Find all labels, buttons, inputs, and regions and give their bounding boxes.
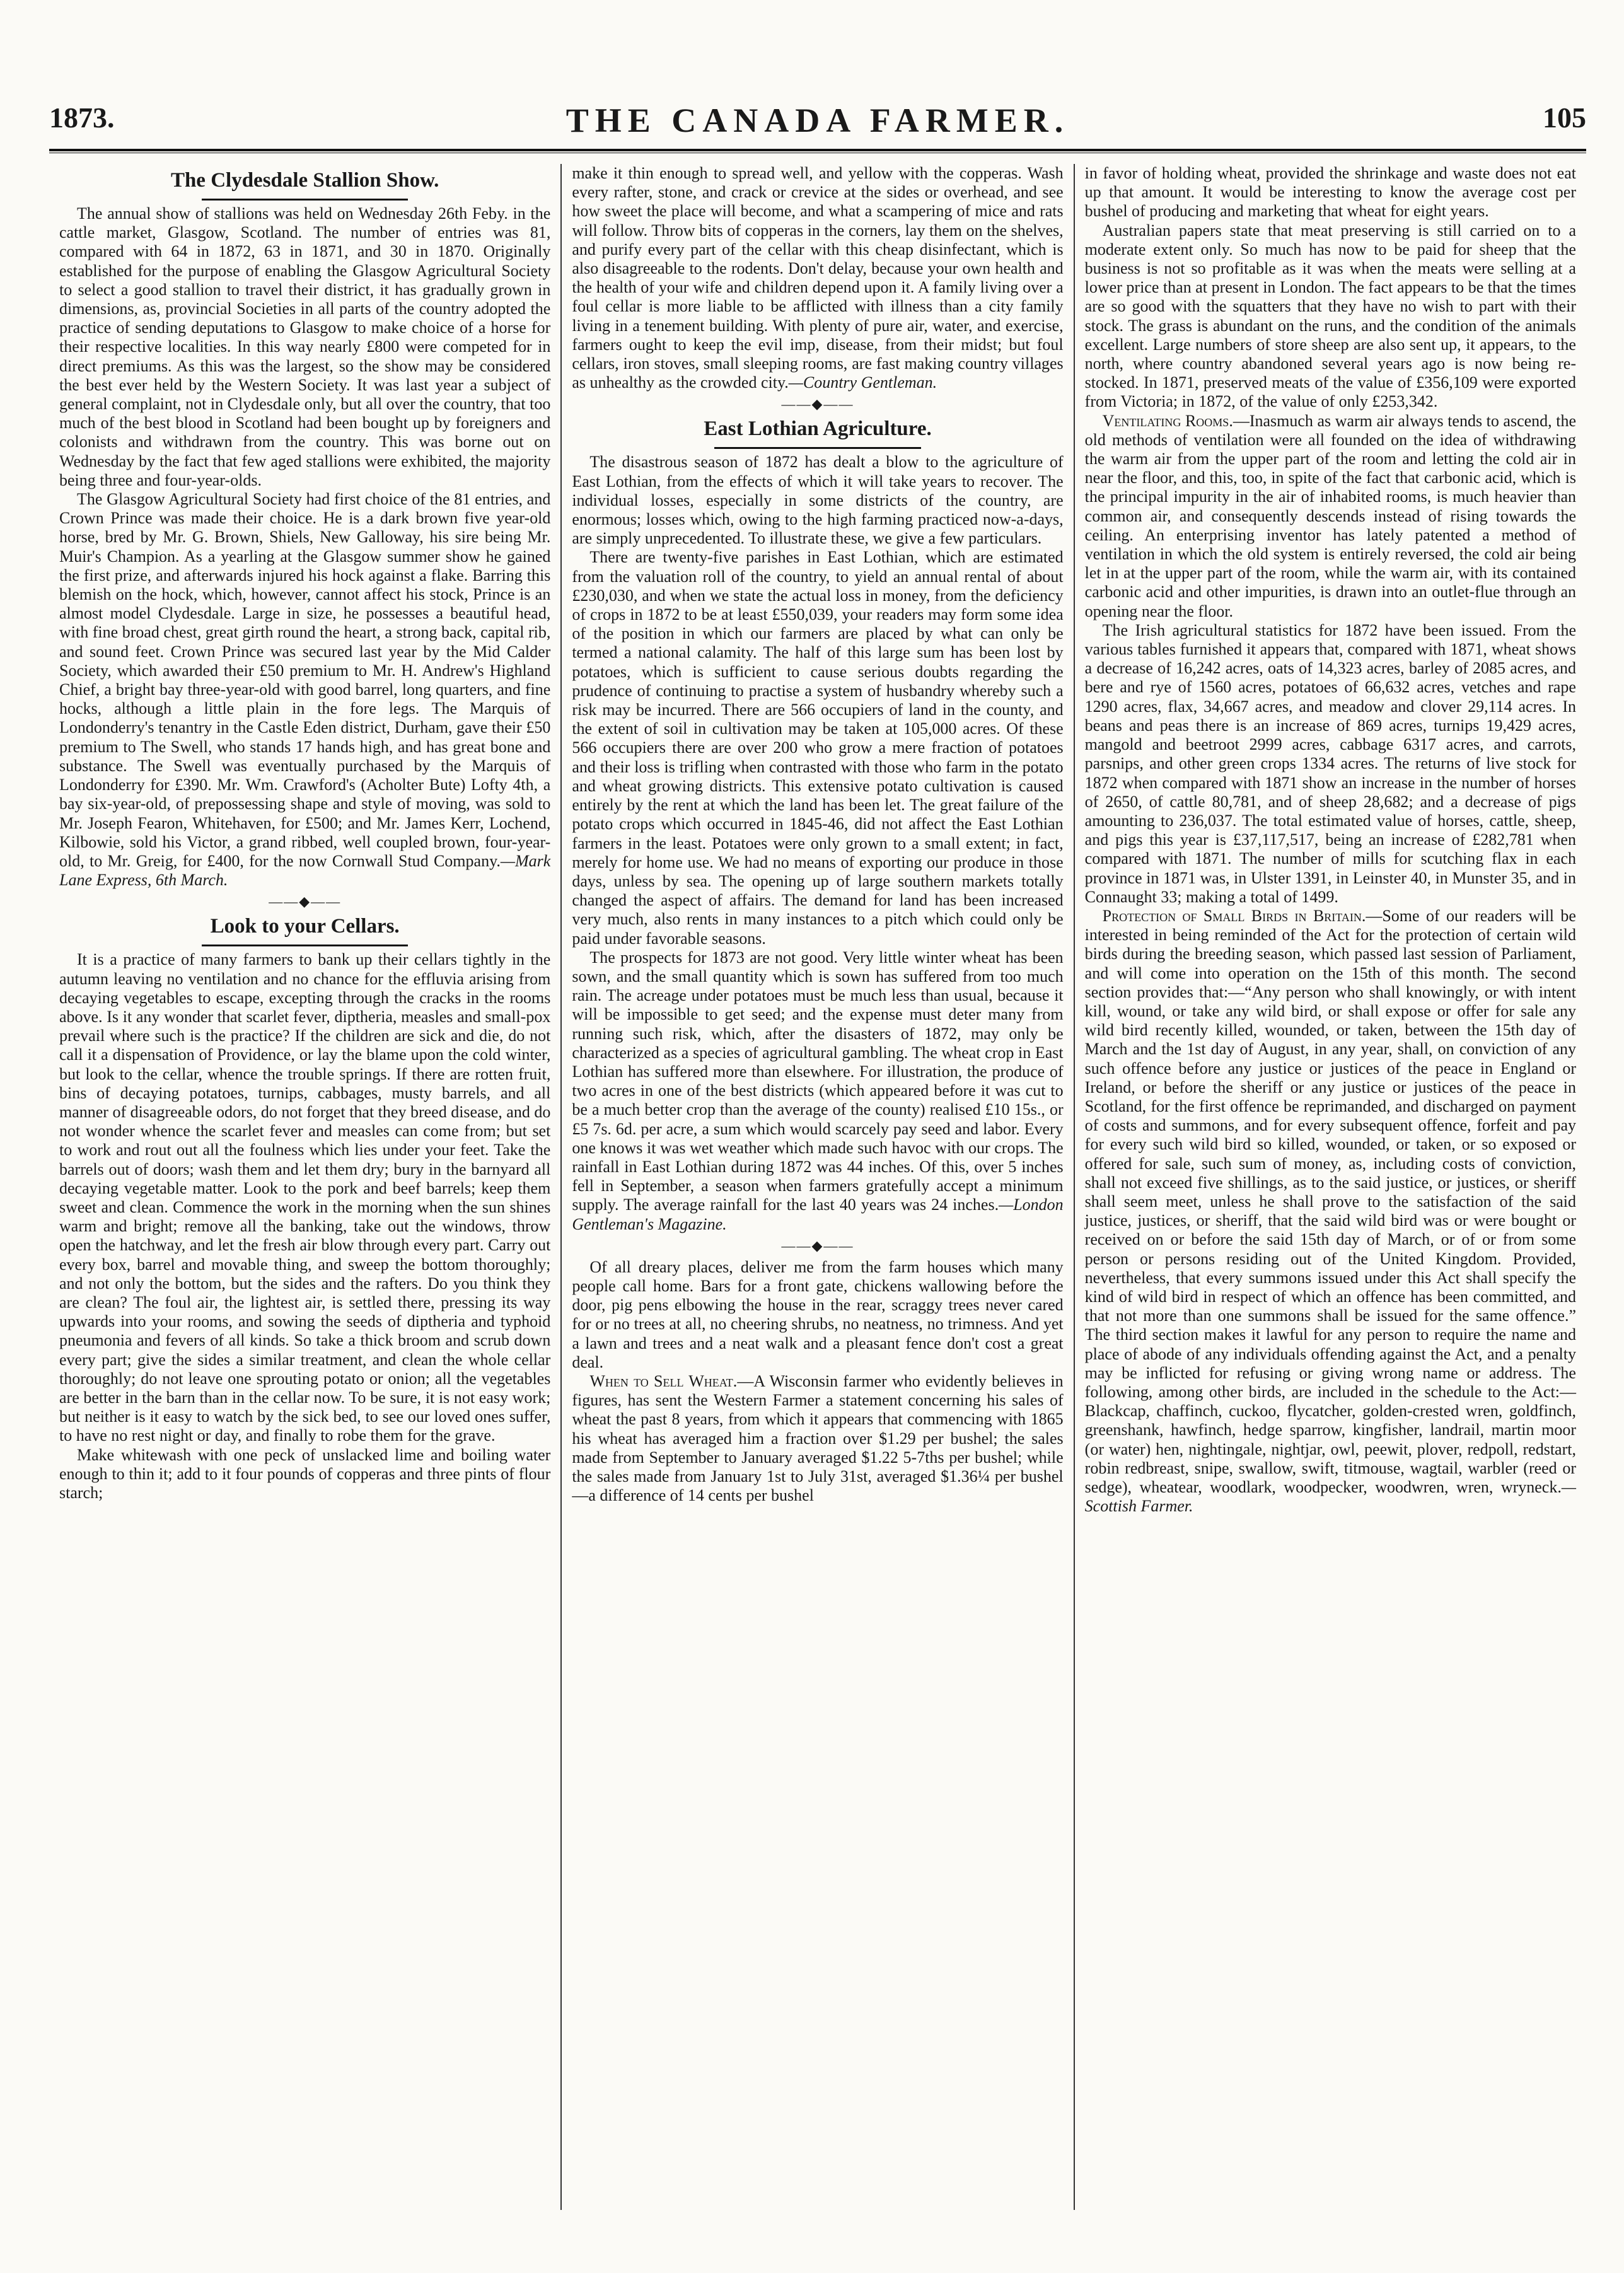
column-1 bbox=[49, 164, 560, 2210]
small-birds-paragraph bbox=[1085, 907, 1576, 1516]
lothian-heading: East Lothian Agriculture. bbox=[704, 417, 932, 441]
lothian-paragraph-3 bbox=[572, 948, 1063, 1234]
column-2 bbox=[560, 164, 1073, 2210]
cellars-continued-text: make it thin enough to spread well, and yellow with the copperas. Wash every rafter, stone, and crack or crevice at the sides or overhead, and see how sweet the place will become, and what a scampering of mice and rats will follow. Throw bits of copperas in the corners, lay them on the shelves, and purify every part of the cellar with this cheap disinfectant, which is also disagreeable to the rodents. Don't delay, because your own health and the health of your wife and children depend upon it. A family living over a foul cellar is more liable to be afflicted with illness than a city family living in a tenement building. With plenty of pure air, water, and exercise, farmers ought to keep the evil imp, disease, from their midst; but foul cellars, iron stoves, small sleeping rooms, are fast making country villages as unhealthy as the crowded city. bbox=[572, 164, 1064, 392]
small-birds-lead: Protection of Small Birds in Britain. bbox=[1102, 906, 1366, 925]
masthead bbox=[49, 101, 1586, 145]
dreary-places-paragraph: Of all dreary places, deliver me from the farm houses which many people call home. Bars for a front gate, chickens wallowing before the door, pig pens elbowing the house in the rear, scraggy trees never cared for or no trees at all, no cheering shrubs, no neatness, no trimness. And yet a lawn and trees and a neat walk and a pleasant fence don't cost a great deal. bbox=[572, 1257, 1064, 1371]
column-3 bbox=[1074, 164, 1586, 2210]
ventilating-text: —Inasmuch as warm air always tends to ascend, the old methods of ventilation were all founded on the idea of withdrawing the warm air from the upper part of the room and letting the cold air in near the floor, and this, too, in spite of the fact that carbonic acid, which is the principal impurity in the air of inhabited rooms, is much heavier than common air, and consequently descends instead of rising towards the ceiling. An enterprising inventor has lately patented a method of ventilation in which the old system is entirely reversed, the cold air being let in at the upper part of the room, while the warm air, with its contained carbonic acid and other impurities, is drawn into an outlet-flue through an opening near the floor. bbox=[1084, 411, 1576, 620]
lothian-paragraph-1: The disastrous season of 1872 has dealt a blow to the agriculture of East Lothian, from the effects of which it will take years to recover. The individual losses, especially in some districts of the country, are enormous; losses which, owing to the high farming practiced now-a-days, are simply unprecedented. To illustrate these, we give a few particulars. bbox=[572, 453, 1064, 548]
article-separator: ——◆—— bbox=[269, 893, 342, 910]
clydesdale-paragraph-2 bbox=[59, 490, 550, 890]
sell-wheat-text: —A Wisconsin farmer who evidently believes in figures, has sent the Western Farmer a statement concerning his sales of wheat the past 8 years, from which it appears that commencing with 1865 his wheat has averaged him a fraction over $1.29 per bushel; the sales made from September to January averaged $1.22 5-7ths per bushel; while the sales made from January 1st to July 31st, averaged $1.36¼ per bushel—a difference of 14 cents per bushel bbox=[572, 1371, 1064, 1505]
cellars-paragraph-2: Make whitewash with one peck of unslacked lime and boiling water enough to thin it; add to it four pounds of copperas and three pints of flour starch; bbox=[59, 1445, 551, 1502]
lothian-credit: —London Gentleman's Magazine. bbox=[572, 1195, 1064, 1233]
heading-rule bbox=[714, 447, 920, 449]
lothian-paragraph-3-text: The prospects for 1873 are not good. Very little winter wheat has been sown, and the small quantity which is sown has suffered from too much rain. The acreage under potatoes must be much less than usual, because it will be impossible to get seed; and the expense must deter many from running such risk, which, after the disasters of 1872, may only be characterized as a species of agricultural gambling. The wheat crop in East Lothian has suffered more than elsewhere. For illustration, the produce of two acres in one of the best districts (which appeared before it was cut to be a much better crop than the average of the county) realised £10 15s., or £5 7s. 6d. per acre, a sum which would scarcely pay seed and labor. Every one knows it was wet weather which made such havoc with our crops. The rainfall in East Lothian during 1872 was 44 inches. Of this, over 5 inches fell in September, a season when farmers gratefully accept a minimum supply. The average rainfall for the last 40 years was 24 inches. bbox=[572, 948, 1064, 1214]
publication-title: THE CANADA FARMER. bbox=[566, 102, 1070, 139]
clydesdale-heading: The Clydesdale Stallion Show. bbox=[170, 169, 439, 192]
article-separator: ——◆—— bbox=[781, 1237, 854, 1253]
small-birds-credit: —Scottish Farmer. bbox=[1084, 1478, 1576, 1516]
clydesdale-paragraph-1: The annual show of stallions was held on Wednesday 26th Feby. in the cattle market, Glasgow, Scotland. The number of entries was 81, compared with 64 in 1872, 63 in 1871, and 30 in 1870. Originally established for the purpose of enabling the Glasgow Agricultural Society to select a good stallion to travel their district, it has gradually grown in dimensions, as, provincial Societies in all parts of the country adopted the practice of sending deputations to Glasgow to make choice of a horse for their respective localities. In this way nearly £800 were competed for in direct premiums. As this was the largest, so the show may be considered the best ever held by the Western Society. It was last year a subject of general complaint, not in Clydesdale only, but all over the country, that too much of the best blood in Scotland had been bought up by foreigners and colonists and withdrawn from the country. This was borne out on Wednesday by the fact that few aged stallions were exhibited, the majority being three and four-year-olds. bbox=[59, 204, 551, 489]
heading-rule bbox=[202, 199, 408, 201]
irish-statistics-paragraph: The Irish agricultural statistics for 1872 have been issued. From the various tables furnished it appears that, compared with 1871, wheat shows a decrease of 16,242 acres, oats of 14,323 acres, barley of 2085 acres, and bere and rye of 1560 acres, potatoes of 66,632 acres, vetches and rape 1290 acres, flax, 34,667 acres, and meadow and clover 29,114 acres. In beans and peas there is an increase of 869 acres, turnips 19,429 acres, mangold and beetroot 2999 acres, cabbage 6317 acres, and carrots, parsnips, and other green crops 1334 acres. The returns of live stock for 1872 when compared with 1871 show an increase in the number of horses of 2650, of cattle 80,781, and of sheep 28,682; and a decrease of pigs amounting to 236,037. The total estimated value of horses, cattle, sheep, and pigs this year is £37,117,517, being an increase of £282,781 when compared with 1871. The number of mills for scutching flax in each province in 1871 was, in Ulster 1391, in Leinster 40, in Munster 35, and in Connaught 33; making a total of 1499. bbox=[1084, 620, 1576, 906]
heading-rule bbox=[202, 945, 408, 946]
australia-paragraph: Australian papers state that meat preserving is still carried on to a moderate extent only. So much has now to be paid for sheep that the business is not so profitable as it was when the meats were selling at a lower price than at present in London. The fact appears to be that the times are so good with the squatters that they have no wish to part with their stock. The grass is abundant on the runs, and the condition of the animals excellent. Large numbers of store sheep are also sent up, it appears, to the north, where country abandoned several years ago is now being re-stocked. In 1871, preserved meats of the value of £356,109 were exported from Victoria; in 1872, of the value of only £253,342. bbox=[1084, 221, 1576, 411]
cellars-paragraph-1: It is a practice of many farmers to bank up their cellars tightly in the autumn leaving no ventilation and no chance for the effluvia arising from decaying vegetables to escape, excepting through the cracks in the rooms above. Is it any wonder that scarlet fever, diptheria, measles and small-pox prevail where such is the practice? If the children are sick and die, do not call it a dispensation of Providence, or lay the blame upon the cold winter, but look to the cellar, whence the trouble springs. If there are rotten fruit, bins of decaying potatoes, turnips, cabbages, musty barrels, and all manner of disagreeable odors, do not forget that they breed disease, and do not wonder whence the scarlet fever and measles can come from; but set to work and rout out all the foulness which lies under your feet. Take the barrels out of doors; wash them and let them dry; bury in the barnyard all decaying vegetable matter. Look to the pork and beef barrels; keep them sweet and clean. Commence the work in the morning when the sun shines warm and bright; remove all the banking, take out the windows, throw open the hatchway, and let the fresh air blow through every part. Carry out every box, barrel and movable thing, and sweep the bottom thoroughly; and not only the bottom, but the sides and the rafters. Do you think they are clean? The foul air, the lightest air, is settled there, pressing its way upwards into your rooms, and sowing the seeds of diptheria and typhoid pneumonia and fevers of all kinds. So take a thick broom and scrub down every part; give the sides a similar treatment, and clean the whole cellar thoroughly; do not leave one sprouting potato or onion; all the vegetables are better in the barn than in the cellar now. To be sure, it is not easy work; but neither is it easy to watch by the sick bed, to see our loved ones suffer, to have no rest night or day, and finally to robe them for the grave. bbox=[59, 950, 551, 1445]
sell-wheat-paragraph bbox=[572, 1372, 1063, 1505]
page-number: 105 bbox=[1543, 102, 1586, 134]
cellars-paragraph-2-continued bbox=[572, 164, 1063, 392]
article-columns bbox=[49, 164, 1586, 2210]
clydesdale-paragraph-2-text: The Glasgow Agricultural Society had first choice of the 81 entries, and Crown Prince was made their choice. He is a dark brown five year-old horse, bred by Mr. G. Brown, Shiels, New Galloway, his sire being Mr. Muir's Champion. As a yearling at the Glasgow summer show he gained the first prize, and afterwards injured his hock against a flake. Barring this blemish on the hock, which, however, cannot affect his stock, Prince is an almost model Clydesdale. Large in size, he possesses a beautiful head, with fine broad chest, great girth round the heart, a strong back, capital rib, and sound feet. Crown Prince was secured last year by the Mid Calder Society, which awarded their £50 premium to Mr. H. Andrew's Highland Chief, a bright bay three-year-old with good barrel, long quarters, and fine hocks, although a little plain in the fore legs. The Marquis of Londonderry's tenantry in the Castle Eden district, Durham, gave their £50 premium to The Swell, who stands 17 hands high, and has great bone and substance. The Swell was eventually purchased by the Marquis of Londonderry for £390. Mr. Wm. Crawford's (Acholter Bute) Lofty 4th, a bay six-year-old, of prepossessing shape and style of moving, was sold to Mr. Joseph Fearon, Whitehaven, for £500; and Mr. James Kerr, Lochend, Kilbowie, sold his Victor, a grand ribbed, well coupled brown, four-year-old, to Mr. Greig, for £400, for the now Cornwall Stud Company. bbox=[59, 490, 551, 870]
cellars-heading: Look to your Cellars. bbox=[210, 915, 400, 938]
ventilating-paragraph bbox=[1085, 412, 1576, 621]
sell-wheat-lead: When to Sell Wheat. bbox=[589, 1371, 738, 1390]
sell-wheat-continued: in favor of holding wheat, provided the shrinkage and waste does not eat up that amount. It would be interesting to know the average cost per bushel of producing and marketing that wheat for eight years. bbox=[1084, 164, 1576, 221]
article-separator: ——◆—— bbox=[781, 396, 854, 412]
masthead-rule bbox=[49, 149, 1586, 151]
small-birds-text: —Some of our readers will be interested in being reminded of the Act for the protection of certain wild birds during the breeding season, which passed last session of Parliament, and will come into operation on the 15th of this month. The second section provides that:—“Any person who shall knowingly, or with intent kill, wound, or take any wild bird, or shall expose or offer for sale any wild bird recently killed, wounded, or taken, between the 15th day of March and the 1st day of August, in any year, shall, on conviction of any such offence before any justice or justices of the peace in England or Ireland, or before the sheriff or any justice or justices of the peace in Scotland, for the first offence be reprimanded, and discharged on payment of costs and summons, and for every subsequent offence, forfeit and pay for every such wild bird so killed, wounded, or taken, or so exposed or offered for sale, such sum of money, as, including costs of conviction, shall not exceed five shillings, as to the said justice, or justices, or sheriff shall seem meet, unless he shall prove to the satisfaction of the said justice, justices, or sheriff, that the said wild bird was or were bought or received on or before the said 15th day of March, or of or from some person or persons residing out of the United Kingdom. Provided, nevertheless, that every summons issued under this Act shall specify the kind of wild bird in respect of which an offence has been committed, and that not more than one summons shall be issued for the same offence.” The third section makes it lawful for any person to require the name and place of abode of any individuals offending against the Act, and a penalty may be inflicted for refusing or giving wrong name or address. The following, among other birds, are included in the schedule to the Act:—Blackcap, chaffinch, cuckoo, flycatcher, golden-crested wren, goldfinch, greenshank, hawfinch, hedge sparrow, kingfisher, landrail, martin moor (or water) hen, nightingale, nightjar, owl, peewit, plover, redpoll, redstart, robin redbreast, snipe, swallow, swift, titmouse, wagtail, warbler (reed or sedge), wheatear, woodlark, woodpecker, woodwren, wren, wryneck. bbox=[1084, 906, 1576, 1497]
clydesdale-credit: —Mark Lane Express, 6th March. bbox=[59, 851, 551, 890]
lothian-paragraph-2: There are twenty-five parishes in East Lothian, which are estimated from the valuation roll of the country, to yield an annual rental of about £230,030, and when we state the actual loss in money, from the deficiency of crops in 1872 to be at least £550,039, your readers may form some idea of the position in which our farmers are placed by what can only be termed a national calamity. The half of this large sum has been lost by potatoes, which is sufficient to cause serious doubts regarding the prudence of continuing to practise a system of husbandry whereby such a risk may be incurred. There are 566 occupiers of land in the county, and the extent of soil in cultivation may be taken at 105,000 acres. Of these 566 occupiers there are over 200 who grow a mere fraction of potatoes and their loss is trifling when contrasted with those who farm in the potato and wheat growing districts. This extensive potato cultivation is caused entirely by the rent at which the land has been let. The great failure of the potato crops which occurred in 1845-46, did not affect the East Lothian farmers in the least. Potatoes were only grown to a small extent; in fact, merely for home use. We had no means of exporting our produce in those days, unless by sea. The opening up of large southern markets totally changed the aspect of affairs. The demand for land has been increased very much, also rents in many instances to a pitch which could only be paid under favorable seasons. bbox=[572, 548, 1064, 948]
issue-year: 1873. bbox=[49, 102, 115, 134]
ventilating-lead: Ventilating Rooms. bbox=[1102, 411, 1233, 430]
cellars-credit: —Country Gentleman. bbox=[788, 373, 937, 392]
